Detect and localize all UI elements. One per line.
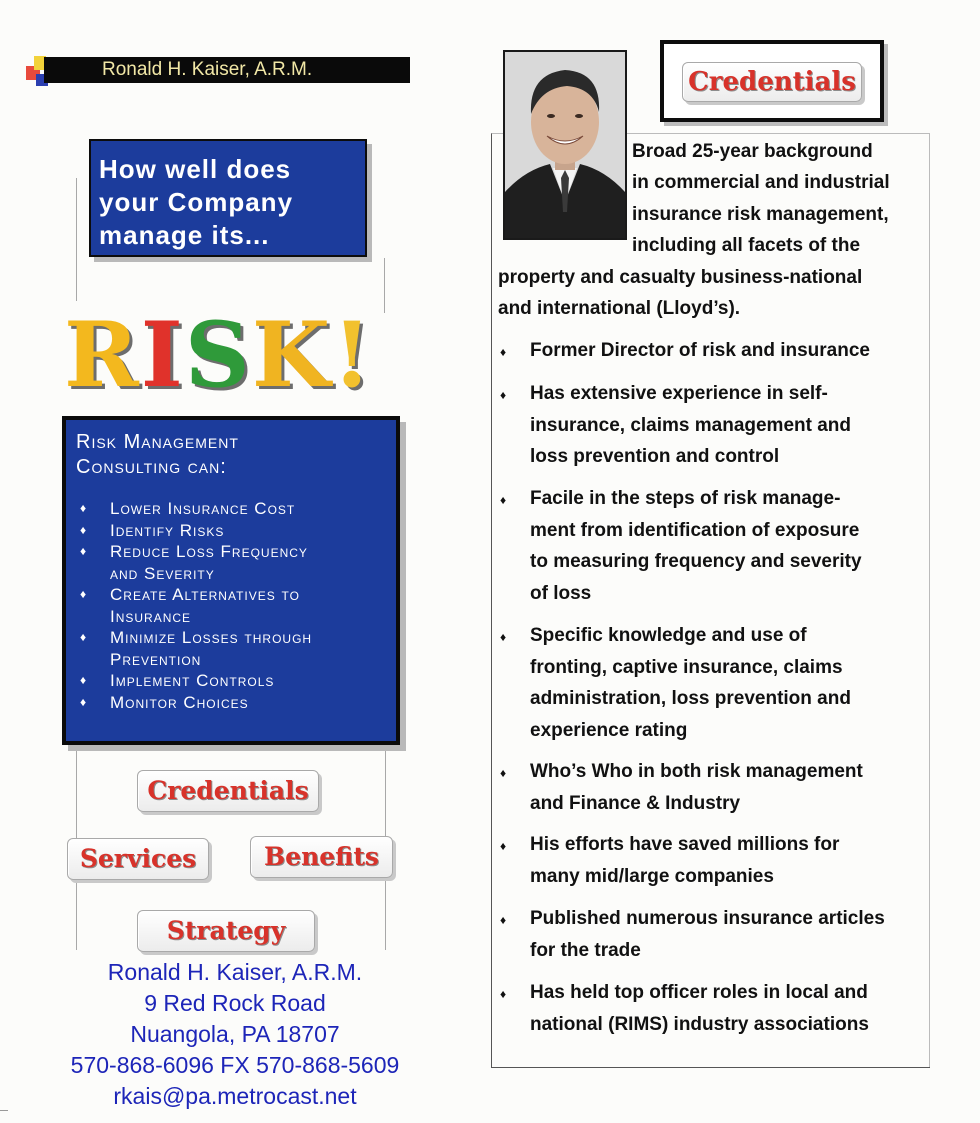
header-name-bar bbox=[44, 57, 410, 83]
diamond-bullet-icon: ♦ bbox=[500, 388, 507, 402]
intro-line: including all facets of the bbox=[632, 235, 861, 256]
portrait-icon bbox=[505, 52, 625, 238]
list-item-text: Published numerous insurance articles for the trade bbox=[530, 908, 885, 961]
intro-line: and international (Lloyd’s). bbox=[498, 298, 741, 319]
list-item bbox=[498, 756, 928, 819]
list-item-text: Create Alternatives to Insurance bbox=[110, 585, 300, 626]
diamond-bullet-icon: ♦ bbox=[500, 839, 507, 853]
intro-line: in commercial and industrial bbox=[632, 172, 890, 193]
contact-name: Ronald H. Kaiser, A.R.M. bbox=[107, 959, 363, 985]
list-item-text: Specific knowledge and use of fronting, captive insurance, claims administration, loss prevention and experience rating bbox=[530, 625, 851, 741]
list-item-text: Has extensive experience in self- insurance, claims management and loss prevention and control bbox=[530, 383, 852, 467]
list-item bbox=[498, 620, 928, 746]
question-line: your Company bbox=[99, 187, 294, 217]
diamond-bullet-icon: ♦ bbox=[80, 544, 88, 558]
rm-title-line: Risk Management bbox=[76, 431, 239, 453]
list-item-text: Implement Controls bbox=[110, 671, 275, 690]
credentials-heading-box bbox=[660, 40, 884, 122]
list-item-text: Who’s Who in both risk management and Finance & Industry bbox=[530, 761, 863, 814]
question-line: manage its... bbox=[99, 220, 270, 250]
intro-line: property and casualty business-national bbox=[498, 267, 863, 288]
intro-line: insurance risk management, bbox=[632, 204, 889, 225]
list-item-text: Monitor Choices bbox=[110, 692, 249, 712]
diamond-bullet-icon: ♦ bbox=[80, 630, 88, 644]
contact-city: Nuangola, PA 18707 bbox=[130, 1021, 340, 1047]
list-item bbox=[498, 829, 928, 892]
list-item bbox=[498, 483, 928, 609]
rm-title-line: Consulting can: bbox=[76, 456, 227, 478]
risk-letter: S bbox=[184, 302, 252, 408]
risk-management-box bbox=[62, 416, 400, 745]
diamond-bullet-icon: ♦ bbox=[500, 987, 507, 1001]
rm-title bbox=[76, 430, 386, 480]
list-item bbox=[76, 520, 386, 542]
intro-line: Broad 25-year background bbox=[632, 141, 873, 162]
list-item bbox=[76, 541, 386, 584]
diamond-bullet-icon: ♦ bbox=[80, 673, 88, 687]
credentials-heading: Credentials bbox=[682, 62, 862, 102]
credentials-button[interactable]: Credentials bbox=[137, 770, 319, 812]
contact-street: 9 Red Rock Road bbox=[144, 990, 326, 1016]
diamond-bullet-icon: ♦ bbox=[500, 913, 507, 927]
diamond-bullet-icon: ♦ bbox=[80, 522, 88, 537]
contact-block bbox=[40, 957, 430, 1112]
list-item-text: Former Director of risk and insurance bbox=[530, 340, 870, 361]
diamond-bullet-icon: ♦ bbox=[80, 587, 88, 601]
portrait-photo bbox=[503, 50, 627, 240]
diamond-bullet-icon: ♦ bbox=[80, 501, 88, 515]
diamond-bullet-icon: ♦ bbox=[80, 694, 88, 709]
list-item-text: Lower Insurance Cost bbox=[110, 499, 296, 518]
contact-email-link[interactable]: rkais@pa.metrocast.net bbox=[113, 1083, 357, 1109]
diamond-bullet-icon: ♦ bbox=[500, 766, 507, 780]
list-item bbox=[76, 498, 386, 520]
benefits-button[interactable]: Benefits bbox=[250, 836, 393, 878]
list-item-text: His efforts have saved millions for many mid/large companies bbox=[530, 834, 840, 887]
diamond-bullet-icon: ♦ bbox=[500, 493, 507, 507]
list-item-text: Minimize Losses through Prevention bbox=[110, 628, 313, 669]
risk-letter: K bbox=[251, 302, 333, 408]
list-item bbox=[76, 584, 386, 627]
list-item bbox=[498, 335, 928, 367]
risk-letter: ! bbox=[332, 302, 374, 408]
list-item bbox=[498, 977, 928, 1040]
rm-benefit-list bbox=[76, 498, 386, 713]
list-item-text: Facile in the steps of risk manage- ment from identification of exposure to measuring frequency and severity of loss bbox=[530, 488, 862, 604]
list-item bbox=[498, 903, 928, 966]
list-item-text: Identify Risks bbox=[110, 520, 225, 540]
list-item-text: Has held top officer roles in local and national (RIMS) industry associations bbox=[530, 982, 869, 1035]
question-line: How well does bbox=[99, 154, 292, 184]
risk-letter: I bbox=[140, 302, 185, 408]
edge-tick bbox=[0, 1110, 8, 1111]
header-name: Ronald H. Kaiser, A.R.M. bbox=[102, 59, 313, 80]
diamond-bullet-icon: ♦ bbox=[500, 630, 507, 644]
contact-phones: 570-868-6096 FX 570-868-5609 bbox=[70, 1052, 400, 1078]
list-item bbox=[76, 627, 386, 670]
guide-line-left-top bbox=[76, 178, 77, 301]
list-item bbox=[76, 692, 386, 714]
risk-letter: R bbox=[64, 302, 141, 408]
diamond-bullet-icon: ♦ bbox=[500, 345, 507, 359]
risk-title bbox=[64, 302, 404, 408]
question-box bbox=[89, 139, 367, 257]
list-item-text: Reduce Loss Frequency and Severity bbox=[110, 542, 308, 583]
strategy-button[interactable]: Strategy bbox=[137, 910, 315, 952]
list-item bbox=[498, 378, 928, 473]
services-button[interactable]: Services bbox=[67, 838, 209, 880]
list-item bbox=[76, 670, 386, 692]
